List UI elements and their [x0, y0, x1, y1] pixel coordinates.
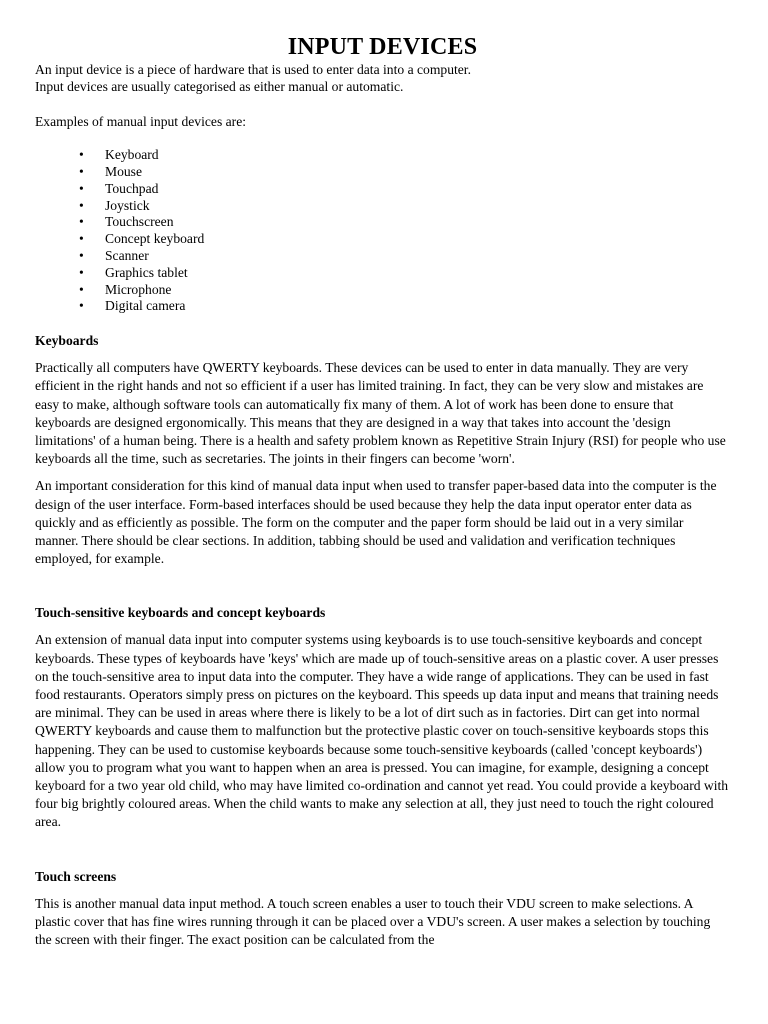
bullet-icon: •: [79, 164, 84, 179]
document-title: INPUT DEVICES: [287, 34, 478, 60]
intro-line-2: Input devices are usually categorised as either manual or automatic.: [35, 79, 404, 94]
section-heading-keyboards: Keyboards: [35, 333, 99, 349]
list-item-text: Digital camera: [105, 298, 186, 314]
list-item-text: Keyboard: [105, 147, 159, 163]
bullet-icon: •: [79, 214, 84, 230]
list-item: [35, 231, 730, 248]
bullet-icon: •: [79, 231, 84, 247]
list-item-text: Touchpad: [105, 180, 159, 196]
list-item: [35, 214, 730, 231]
intro-line-1: An input device is a piece of hardware that is used to enter data into a computer.: [35, 62, 471, 77]
list-item: [35, 298, 730, 315]
examples-label: Examples of manual input devices are:: [35, 114, 247, 129]
list-item-text: Touchscreen: [105, 214, 174, 230]
touch-sensitive-paragraph-1: An extension of manual data input into computer systems using keyboards is to use touch-sensitive keyboards and concept keyboards. These types of keyboards have 'keys' which are made up of touch-sensitive areas on a plastic cover. A user presses on the touch-sensitive area to input data into the computer. They have a wide range of applications. They can be used in fast food restaurants. Operators simply press on pictures on the keyboard. This speeds up data input and means that training needs are minimal. They can be used in areas where there is likely to be a lot of dirt such as in factories. Dirt can get into normal QWERTY keyboards and cause them to malfunction but the protective plastic cover on touch-sensitive keyboards stops this happening. They can be used to customise keyboards because some touch-sensitive keyboards (called 'concept keyboards') allow you to program what you want to happen when an area is pressed. You can imagine, for example, designing a concept keyboard for a two year old child, who may have limited co-ordination and cannot yet read. You could provide a keyboard with four big brightly coloured areas. When the child wants to make any selection at all, they just need to touch the right coloured area.: [35, 632, 729, 830]
bullet-icon: •: [79, 197, 84, 213]
bullet-icon: •: [79, 180, 84, 196]
bullet-icon: •: [79, 264, 84, 280]
list-item-text: Mouse: [105, 164, 143, 179]
keyboards-paragraph-2: An important consideration for this kind of manual data input when used to transfer paper-based data into the computer is the design of the user interface. Form-based interfaces should be used because they help the data input operator enter data as quickly and as efficiently as possible. The form on the computer and the paper form should be laid out in a very similar manner. There should be clear sections. In addition, tabbing should be used and validation and verification techniques employed, for example.: [35, 478, 717, 567]
list-item-text: Microphone: [105, 281, 172, 297]
section-heading-touch-sensitive: Touch-sensitive keyboards and concept keyboards: [35, 605, 326, 621]
touch-screens-paragraph-1: This is another manual data input method. A touch screen enables a user to touch their VDU screen to make selections. A plastic cover that has fine wires running through it can be placed over a VDU's screen. A user makes a selection by touching the screen with their finger. The exact position can be calculated from the: [35, 895, 711, 948]
list-item: [35, 282, 730, 299]
document-page: [35, 0, 730, 949]
list-item: [35, 248, 730, 265]
devices-list: [35, 147, 730, 315]
bullet-icon: •: [79, 147, 84, 163]
section-heading-touch-screens: Touch screens: [35, 868, 117, 884]
list-item: [35, 147, 730, 164]
keyboards-paragraph-1: Practically all computers have QWERTY keyboards. These devices can be used to enter in data manually. They are very efficient in the right hands and not so efficient if a user has limited training. In fact, they can be very slow and mistakes are easy to make, although software tools can automatically fix many of them. A lot of work has been done to ensure that keyboards are designed ergonomically. This means that they are designed in a way that takes into account the 'design limitations' of a human being. There is a health and safety problem known as Repetitive Strain Injury (RSI) for people who use keyboards all the time, such as secretaries. The joints in their fingers can become 'worn'.: [35, 360, 726, 467]
bullet-icon: •: [79, 247, 84, 263]
list-item-text: Scanner: [105, 247, 149, 263]
list-item-text: Concept keyboard: [105, 231, 205, 247]
list-item-text: Graphics tablet: [105, 264, 188, 280]
bullet-icon: •: [79, 298, 84, 314]
list-item: [35, 164, 730, 181]
list-item: [35, 265, 730, 282]
list-item: [35, 181, 730, 198]
list-item: [35, 198, 730, 215]
bullet-icon: •: [79, 281, 84, 297]
list-item-text: Joystick: [105, 197, 150, 213]
